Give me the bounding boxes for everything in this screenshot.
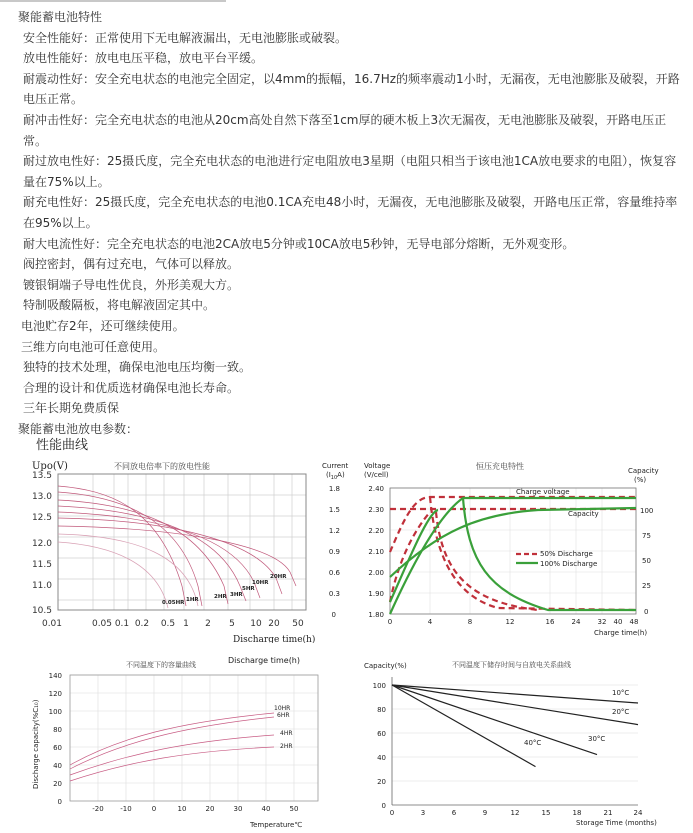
c1-xtick: 10 <box>250 619 262 629</box>
c4-xtick: 15 <box>541 809 551 817</box>
feature-item: 镀银铜端子导电性优良，外形美观大方。 <box>23 277 240 292</box>
c1-title: 不同放电倍率下的放电性能 <box>114 462 210 471</box>
c2-xtick: 0 <box>387 618 393 626</box>
c4-line-10c <box>392 685 638 703</box>
feature-item: 耐充电性好：25摄氏度，完全充电状态的电池0.1CA充电48小时，无漏夜，无电池膨胀及破裂，开路电压正常，容量维持率在95%以上。 <box>23 195 678 230</box>
section-title: 聚能蓄电池特性 <box>18 10 103 24</box>
c3-label: 4HR <box>280 730 293 737</box>
temperature-capacity-chart <box>30 657 320 833</box>
c1-ytick: 10.5 <box>31 606 52 616</box>
c1-label: 1HR <box>186 597 199 603</box>
c1-xtick: 2 <box>205 619 211 629</box>
c3-label: 10HR <box>274 705 291 712</box>
c4-xtick: 9 <box>482 809 488 817</box>
c4-line-30c <box>392 685 597 755</box>
c1-gridlines <box>58 474 306 610</box>
c3-ytick: 60 <box>53 744 62 752</box>
c1-ytick: 11.0 <box>31 581 52 591</box>
c2-voltage-tick: 2.10 <box>368 548 384 556</box>
c4-xtick: 6 <box>451 809 457 817</box>
c4-xtick: 21 <box>603 809 613 817</box>
feature-item: 耐过放电性好：25摄氏度，完全充电状态的电池进行定电阻放电3星期（电阻只相当于该电池1CA放电要求的电阻），恢复容量在75%以上。 <box>23 154 677 189</box>
c2-series-label: Charge voltage <box>516 488 570 496</box>
c2-current-unit-close: A) <box>337 471 345 479</box>
feature-item: 三维方向电池可任意使用。 <box>21 339 166 354</box>
c4-xtick: 0 <box>389 809 395 817</box>
storage-selfdischarge-chart <box>360 657 693 833</box>
c2-current-label: Current <box>322 462 349 470</box>
c2-title: 恒压充电特性 <box>476 462 524 471</box>
c1-ytick: 11.5 <box>31 560 52 570</box>
c2-capacity-tick: 75 <box>642 532 651 540</box>
c3-xtick: 30 <box>233 805 243 813</box>
c1-ytick: 12.0 <box>31 539 52 549</box>
params-title: 聚能蓄电池放电参数： <box>18 421 139 436</box>
c2-xtick: 16 <box>545 618 555 626</box>
temperature-capacity-svg <box>30 657 320 833</box>
c2-voltage-tick: 1.90 <box>368 590 384 598</box>
c2-xtick: 24 <box>571 618 581 626</box>
c2-capacity-tick: 100 <box>640 507 654 515</box>
c1-xtick: 20 <box>268 619 280 629</box>
c4-label: 30°C <box>588 735 606 743</box>
c3-xlabel: Temperature℃ <box>250 821 303 829</box>
c3-overlap-label: Discharge time(h) <box>228 657 300 665</box>
c2-xtick: 32 <box>597 618 607 626</box>
article-text <box>18 7 688 439</box>
feature-item: 三年长期免费质保 <box>23 401 120 416</box>
c4-curves <box>392 685 638 767</box>
c4-title: 不同温度下储存时间与自放电关系曲线 <box>452 661 571 669</box>
c4-xtick: 3 <box>420 809 426 817</box>
c2-legend-100: 100% Discharge <box>540 560 598 568</box>
c1-label: 5HR <box>242 586 255 592</box>
c1-xtick: 0.05 <box>91 619 113 629</box>
c1-label: 20HR <box>270 574 287 580</box>
c2-capacity-tick: 0 <box>644 608 649 616</box>
c4-label: 10°C <box>612 689 630 697</box>
c2-current-tick: 1.2 <box>328 527 340 535</box>
c1-ytick: 12.5 <box>31 513 52 523</box>
c4-label: 40°C <box>524 739 542 747</box>
c2-legend-50: 50% Discharge <box>540 550 593 558</box>
performance-label: 性能曲线 <box>36 438 89 453</box>
c1-label: 2HR <box>214 594 227 600</box>
c4-ytick: 40 <box>377 754 386 762</box>
c2-current-tick: 0.3 <box>328 590 340 598</box>
c2-current-tick: 0 <box>331 611 336 619</box>
c2-current-unit-open: (I <box>326 471 331 479</box>
c1-ytick: 13.0 <box>31 492 52 502</box>
c2-voltage-tick: 2.20 <box>368 527 384 535</box>
c1-xtick: 0.01 <box>41 619 63 629</box>
c2-voltage-tick: 2.40 <box>368 485 384 493</box>
c1-xtick: 0.2 <box>134 619 150 629</box>
c2-series-label: Capacity <box>568 510 599 518</box>
c4-xtick: 24 <box>633 809 643 817</box>
c2-current-unit <box>326 471 345 481</box>
feature-item: 合理的设计和优质选材确保电池长寿命。 <box>23 380 240 395</box>
c3-ytick: 40 <box>53 762 62 770</box>
feature-item: 特制吸酸隔板，将电解液固定其中。 <box>23 298 216 313</box>
feature-item: 耐大电流性好：完全充电状态的电池2CA放电5分钟或10CA放电5秒钟，无导电部分熔断，无外观变形。 <box>23 236 575 251</box>
feature-item: 阀控密封，偶有过充电，气体可以释放。 <box>23 257 240 272</box>
c2-xtick: 4 <box>427 618 433 626</box>
c3-xtick: -10 <box>120 805 132 813</box>
c3-gridlines <box>70 675 318 801</box>
c2-current-tick: 0.9 <box>328 548 340 556</box>
c1-xtick: 0.5 <box>160 619 176 629</box>
c4-ytick: 20 <box>377 778 386 786</box>
c4-line-20c <box>392 685 638 725</box>
c4-ylabel: Capacity(%) <box>364 662 407 670</box>
c2-current-tick: 1.8 <box>328 485 340 493</box>
feature-item: 独特的技术处理，确保电池电压均衡一致。 <box>23 360 252 375</box>
c1-xtick: 0.1 <box>114 619 130 629</box>
c3-ytick: 140 <box>48 672 62 680</box>
c2-xtick: 8 <box>467 618 473 626</box>
c3-ylabel: Discharge capacity(%C₁₀) <box>32 699 40 789</box>
c3-label: 2HR <box>280 743 293 750</box>
c2-capacity-unit: (%) <box>634 476 647 484</box>
discharge-rate-svg <box>18 436 318 643</box>
c4-ytick: 0 <box>381 802 386 810</box>
c2-voltage-unit: (V/cell) <box>364 471 389 479</box>
c2-xtick: 40 <box>613 618 623 626</box>
feature-item: 安全性能好：正常使用下无电解液漏出，无电池膨胀或破裂。 <box>23 30 348 45</box>
c3-ytick: 120 <box>48 690 62 698</box>
c1-label: 0.05HR <box>162 600 185 606</box>
c2-voltage-tick: 2.00 <box>368 569 384 577</box>
top-divider <box>0 0 226 2</box>
c1-xtick: 1 <box>183 619 189 629</box>
c1-ylabel: Upo(V) <box>32 461 68 472</box>
c4-ytick: 60 <box>377 730 386 738</box>
c2-xtick: 12 <box>505 618 515 626</box>
c4-gridlines <box>392 685 638 781</box>
c2-voltage-tick: 2.30 <box>368 506 384 514</box>
c1-ytick: 13.5 <box>31 471 52 481</box>
c1-xlabel: Discharge time(h) <box>233 635 316 643</box>
discharge-rate-chart <box>18 436 318 643</box>
c4-ytick: 100 <box>372 682 386 690</box>
c4-xtick: 12 <box>510 809 520 817</box>
c3-label: 6HR <box>277 712 290 719</box>
c4-label: 20°C <box>612 708 630 716</box>
feature-item: 电池贮存2年，还可继续使用。 <box>21 318 185 333</box>
charging-chart <box>318 452 664 642</box>
c2-voltage-label: Voltage <box>364 462 391 470</box>
c2-capacity-tick: 25 <box>642 582 651 590</box>
storage-selfdischarge-svg <box>360 657 693 833</box>
c3-ytick: 20 <box>53 780 62 788</box>
c4-xlabel: Storage Time (months) <box>576 819 657 827</box>
c3-title: 不同温度下的容量曲线 <box>126 661 196 669</box>
c3-ytick: 100 <box>48 708 62 716</box>
c3-ytick: 0 <box>57 798 62 806</box>
c3-xtick: 20 <box>205 805 215 813</box>
c4-xtick: 18 <box>572 809 582 817</box>
c2-capacity-label: Capacity <box>628 467 659 475</box>
c1-xtick: 5 <box>229 619 235 629</box>
c1-frame <box>58 474 306 610</box>
c2-current-unit-sub: 10 <box>330 475 338 481</box>
c2-xtick: 48 <box>629 618 639 626</box>
c2-voltage-tick: 1.80 <box>368 611 384 619</box>
feature-item: 耐冲击性好：完全充电状态的电池从20cm高处自然下落至1cm厚的硬木板上3次无漏夜，无电池膨胀及破裂，开路电压正常。 <box>23 112 667 148</box>
feature-item: 耐震动性好：安全充电状态的电池完全固定，以4mm的振幅，16.7Hz的频率震动1小时，无漏夜，无电池膨胀及破裂，开路电压正常。 <box>23 71 680 107</box>
c2-capacity-tick: 50 <box>642 557 651 565</box>
c2-current-tick: 1.5 <box>328 506 340 514</box>
c1-curves <box>58 486 296 608</box>
c3-xtick: 10 <box>177 805 187 813</box>
charging-svg <box>318 452 664 642</box>
feature-item: 放电性能好：放电电压平稳，放电平台平缓。 <box>23 51 264 66</box>
c3-ytick: 80 <box>53 726 62 734</box>
c3-xtick: 0 <box>151 805 157 813</box>
c3-frame <box>70 675 318 801</box>
c1-xtick: 50 <box>292 619 304 629</box>
c2-current-tick: 0.6 <box>328 569 340 577</box>
c3-xtick: 50 <box>289 805 299 813</box>
c3-xtick: 40 <box>261 805 271 813</box>
c1-label: 3HR <box>230 592 243 598</box>
c4-ytick: 80 <box>377 706 386 714</box>
c1-label: 10HR <box>252 580 269 586</box>
c3-xtick: -20 <box>92 805 104 813</box>
c2-xlabel: Charge time(h) <box>594 629 648 637</box>
